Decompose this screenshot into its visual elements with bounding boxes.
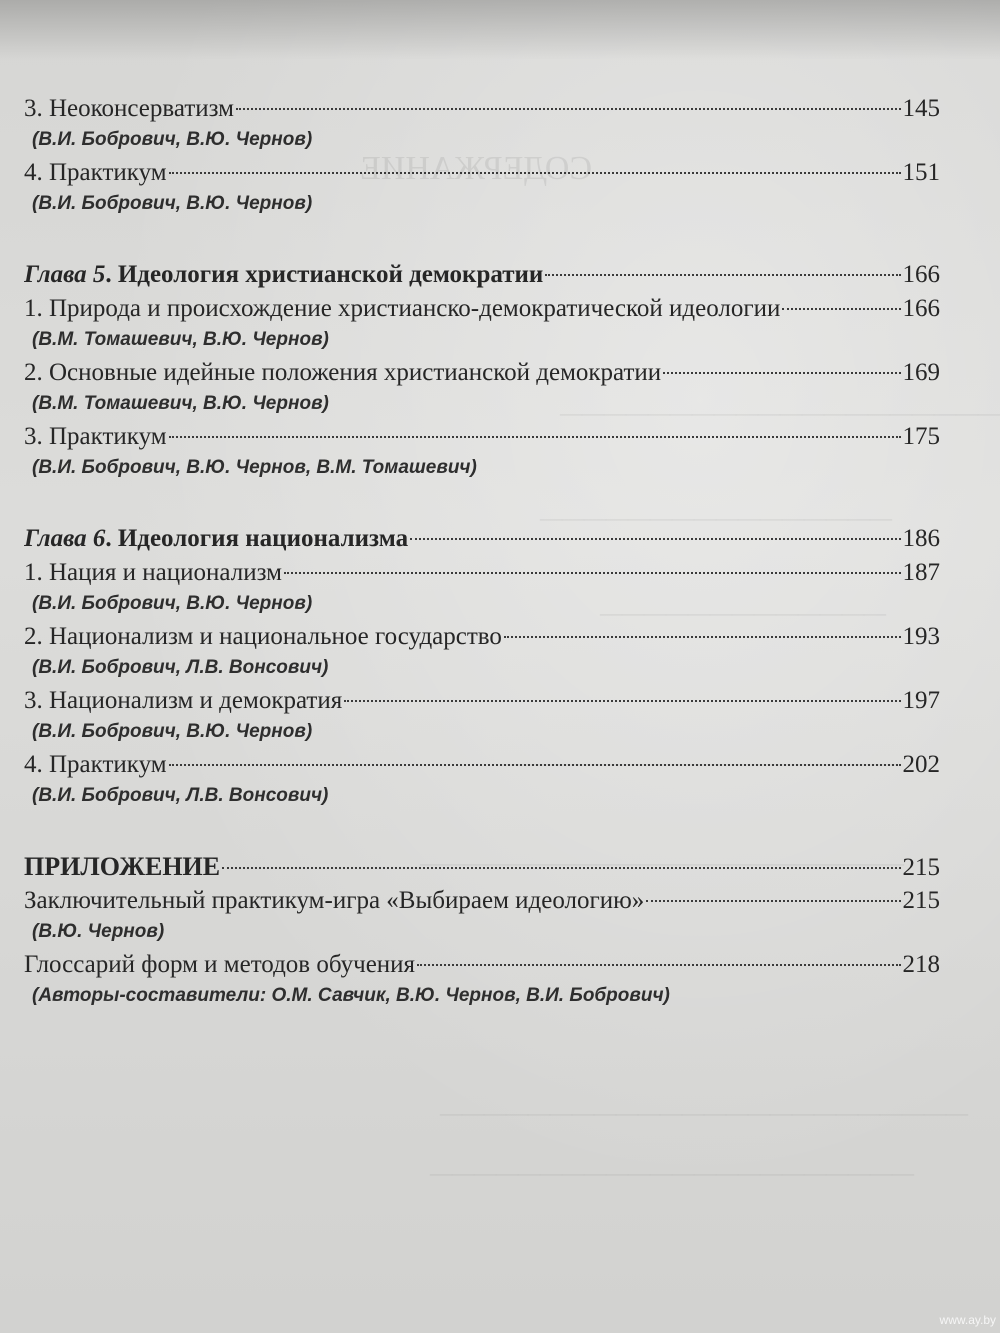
dot-leader	[504, 636, 901, 638]
toc-entry-title: Глоссарий форм и методов обучения	[24, 951, 416, 978]
toc-entry-page: 175	[902, 423, 940, 450]
show-through: ——————————————————————	[430, 1160, 914, 1185]
toc-entry-authors: (В.И. Бобрович, Л.В. Вонсович)	[32, 657, 329, 678]
show-through: СОДЕРЖАНИЕ	[360, 150, 593, 187]
show-through: ——————————————————————	[420, 850, 904, 875]
toc-entry-title: 1. Нация и национализм	[24, 559, 282, 586]
table-of-contents	[24, 92, 940, 1012]
toc-entry-page: 193	[902, 623, 940, 650]
dot-leader	[169, 172, 901, 174]
dot-leader	[344, 700, 900, 702]
toc-entry-page: 197	[902, 687, 940, 714]
toc-entry-title: 3. Неоконсерватизм	[24, 95, 234, 122]
toc-entry	[24, 748, 940, 782]
toc-entry-authors: (В.И. Бобрович, В.Ю. Чернов)	[32, 129, 313, 150]
toc-entry-authors: (В.И. Бобрович, Л.В. Вонсович)	[32, 785, 329, 806]
dot-leader	[663, 372, 900, 374]
toc-entry	[24, 620, 940, 654]
appendix-page: 215	[902, 854, 940, 881]
toc-entry	[24, 884, 940, 918]
toc-entry	[24, 92, 940, 126]
chapter-page: 166	[902, 261, 940, 288]
chapter-page: 186	[902, 525, 940, 552]
toc-entry-title: 2. Национализм и национальное государство	[24, 623, 502, 650]
dot-leader	[222, 867, 900, 869]
chapter-heading	[24, 522, 940, 556]
toc-entry	[24, 356, 940, 390]
show-through: ————————————————————	[560, 400, 1000, 425]
dot-leader	[545, 274, 900, 276]
dot-leader	[169, 764, 901, 766]
appendix-heading	[24, 850, 940, 884]
chapter-label: Глава 5	[24, 261, 106, 288]
show-through: ——————————————————	[500, 750, 896, 775]
dot-leader	[646, 900, 900, 902]
toc-entry-authors: (В.И. Бобрович, В.Ю. Чернов)	[32, 593, 313, 614]
toc-entry	[24, 556, 940, 590]
toc-entry-title: 4. Практикум	[24, 751, 167, 778]
toc-entry-page: 151	[902, 159, 940, 186]
toc-entry	[24, 948, 940, 982]
toc-entry-authors: (В.Ю. Чернов)	[32, 921, 165, 942]
chapter-title-wrap	[24, 258, 543, 292]
toc-entry-authors: (В.И. Бобрович, В.Ю. Чернов, В.М. Томашевич)	[32, 457, 477, 478]
toc-entry-title: 3. Национализм и демократия	[24, 687, 343, 714]
chapter-title: . Идеология христианской демократии	[105, 261, 544, 288]
toc-entry	[24, 684, 940, 718]
site-watermark: www.ay.by	[939, 1313, 996, 1327]
chapter-title: . Идеология национализма	[105, 525, 409, 552]
chapter-label: Глава 6	[24, 525, 106, 552]
dot-leader	[410, 538, 900, 540]
toc-entry	[24, 420, 940, 454]
toc-entry-authors: (В.И. Бобрович, В.Ю. Чернов)	[32, 721, 313, 742]
toc-entry-page: 215	[902, 887, 940, 914]
dot-leader	[169, 436, 901, 438]
toc-entry-authors: (В.М. Томашевич, В.Ю. Чернов)	[32, 329, 329, 350]
toc-entry-authors: (В.И. Бобрович, В.Ю. Чернов)	[32, 193, 313, 214]
show-through: —————————————	[600, 600, 886, 625]
toc-entry	[24, 292, 940, 326]
appendix-title: ПРИЛОЖЕНИЕ	[24, 852, 221, 881]
dot-leader	[782, 308, 900, 310]
toc-entry-page: 187	[902, 559, 940, 586]
toc-entry-title: 1. Природа и происхождение христианско-демократической идеологии	[24, 295, 781, 322]
top-shadow	[0, 0, 1000, 60]
dot-leader	[236, 108, 901, 110]
toc-entry-title: 3. Практикум	[24, 423, 167, 450]
toc-entry-page: 145	[902, 95, 940, 122]
chapter-heading	[24, 258, 940, 292]
toc-entry-page: 202	[902, 751, 940, 778]
toc-entry-authors: (Авторы-составители: О.М. Савчик, В.Ю. Чернов, В.И. Бобрович)	[32, 985, 670, 1006]
toc-entry-page: 218	[902, 951, 940, 978]
toc-entry-page: 169	[902, 359, 940, 386]
show-through: ————————————————	[540, 505, 892, 530]
toc-entry	[24, 156, 940, 190]
toc-entry-authors: (В.М. Томашевич, В.Ю. Чернов)	[32, 393, 329, 414]
toc-entry-title: 2. Основные идейные положения христианской демократии	[24, 359, 662, 386]
toc-entry-title: Заключительный практикум-игра «Выбираем идеологию»	[24, 887, 645, 914]
dot-leader	[417, 964, 900, 966]
show-through: ————————————————————————	[440, 1100, 968, 1125]
toc-entry-page: 166	[902, 295, 940, 322]
dot-leader	[284, 572, 901, 574]
toc-entry-title: 4. Практикум	[24, 159, 167, 186]
chapter-title-wrap	[24, 522, 408, 556]
